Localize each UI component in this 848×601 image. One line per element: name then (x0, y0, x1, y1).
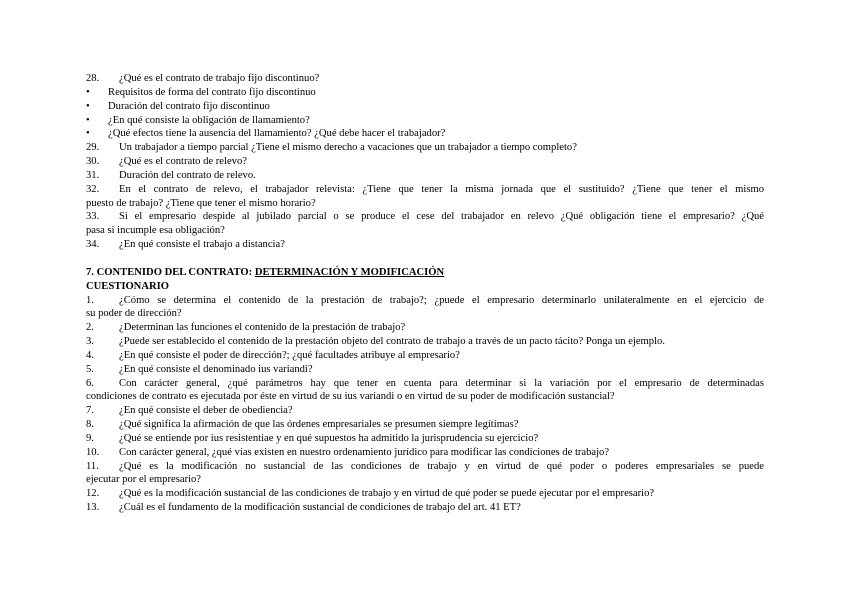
question-line-2: condiciones de contrato es ejecutada por éste en virtud de su ius variandi o en virtud de su poder de modificación sustancial? (86, 391, 615, 403)
question-item (86, 72, 764, 86)
question-line-1 (86, 460, 764, 474)
question-text: ¿En qué consiste el trabajo a distancia? (119, 239, 285, 251)
question-item (86, 335, 764, 349)
question-line-1 (86, 377, 764, 391)
question-list-contracts (86, 72, 764, 252)
question-text: ¿Cómo se determina el contenido de la prestación de trabajo?; ¿puede el empresario determinarlo unilateralmente en el ejercicio de (119, 294, 764, 306)
question-item (86, 349, 764, 363)
question-item (86, 183, 764, 211)
question-number: 4. (86, 349, 94, 361)
question-item (86, 460, 764, 488)
question-item (86, 363, 764, 377)
question-text: ¿Qué es la modificación no sustancial de las condiciones de trabajo y en virtud de qué poder o poderes empresariales se puede (119, 460, 764, 472)
question-text: ¿Determinan las funciones el contenido de la prestación de trabajo? (119, 322, 406, 334)
bullet-text: Requisitos de forma del contrato fijo discontinuo (108, 86, 316, 98)
question-number: 12. (86, 488, 100, 500)
question-line-2: ejecutar por el empresario? (86, 474, 201, 486)
question-item (86, 238, 764, 252)
bullet-marker: • (86, 100, 90, 112)
question-item (86, 432, 764, 446)
question-number: 32. (86, 183, 100, 195)
question-number: 29. (86, 142, 100, 154)
bullet-marker: • (86, 114, 90, 126)
question-number: 5. (86, 363, 94, 375)
bullet-item (86, 86, 764, 100)
question-number: 28. (86, 73, 100, 84)
question-number: 6. (86, 377, 94, 389)
question-item (86, 155, 764, 169)
bullet-marker: • (86, 86, 90, 98)
question-number: 31. (86, 169, 100, 181)
question-number: 10. (86, 446, 100, 458)
section-heading (86, 266, 764, 280)
question-text: ¿En qué consiste el deber de obediencia? (119, 405, 293, 417)
question-text: Con carácter general, ¿qué vías existen en nuestro ordenamiento jurídico para modificar las condiciones de trabajo? (119, 446, 610, 458)
text-column (86, 72, 764, 515)
question-item (86, 487, 764, 501)
bullet-text: Duración del contrato fijo discontinuo (108, 100, 270, 112)
question-number: 7. (86, 405, 94, 417)
question-line-1 (86, 183, 764, 197)
question-text: Con carácter general, ¿qué parámetros hay que tener en cuenta para determinar si la variación por el empresario de determinadas (119, 377, 764, 389)
bullet-marker: • (86, 128, 90, 140)
question-line-2: puesto de trabajo? ¿Tiene que tener el mismo horario? (86, 197, 316, 209)
question-line-1 (86, 294, 764, 308)
question-list-content (86, 294, 764, 516)
question-text: ¿Qué se entiende por ius resistentiae y en qué supuestos ha admitido la jurisprudencia su ejercicio? (119, 432, 539, 444)
question-text: Un trabajador a tiempo parcial ¿Tiene el mismo derecho a vacaciones que un trabajador a tiempo completo? (119, 142, 577, 154)
question-item (86, 210, 764, 238)
question-text: ¿Puede ser establecido el contenido de la prestación objeto del contrato de trabajo a través de un pacto tácito? Ponga un ejemplo. (119, 336, 665, 348)
question-item (86, 501, 764, 515)
question-item (86, 294, 764, 322)
question-number: 11. (86, 460, 99, 472)
question-item (86, 404, 764, 418)
question-item (86, 377, 764, 405)
bullet-item (86, 127, 764, 141)
question-item (86, 321, 764, 335)
question-number: 8. (86, 419, 94, 431)
question-text: ¿Cuál es el fundamento de la modificación sustancial de condiciones de trabajo del art. 41 ET? (119, 502, 521, 514)
question-text: ¿Qué es la modificación sustancial de las condiciones de trabajo y en virtud de qué poder se puede ejecutar por el empresario? (119, 488, 655, 500)
question-item (86, 418, 764, 432)
questionnaire-heading: CUESTIONARIO (86, 280, 170, 292)
question-number: 9. (86, 432, 94, 444)
bullet-text: ¿Qué efectos tiene la ausencia del llamamiento? ¿Qué debe hacer el trabajador? (108, 128, 446, 140)
section-heading-underlined: DETERMINACIÓN Y MODIFICACIÓN (254, 266, 445, 278)
bullet-item (86, 114, 764, 128)
question-item (86, 141, 764, 155)
section-gap (86, 252, 764, 266)
question-number: 33. (86, 211, 100, 223)
question-text: Duración del contrato de relevo. (119, 169, 256, 181)
bullet-item (86, 100, 764, 114)
question-text: Si el empresario despide al jubilado parcial o se produce el cese del trabajador en relevo ¿Qué obligación tiene el empresario? ¿Qué (119, 211, 764, 223)
question-number: 1. (86, 294, 94, 306)
question-text: ¿Qué significa la afirmación de que las órdenes empresariales se presumen siempre legítimas? (119, 419, 519, 431)
question-number: 3. (86, 336, 94, 348)
question-line-2: pasa si incumple esa obligación? (86, 225, 225, 237)
question-line-1 (86, 210, 764, 224)
question-line-2: su poder de dirección? (86, 308, 182, 320)
question-item (86, 446, 764, 460)
question-text: ¿En qué consiste el denominado ius variandi? (119, 363, 313, 375)
question-number: 34. (86, 239, 100, 251)
question-text: ¿En qué consiste el poder de dirección?; ¿qué facultades atribuye al empresario? (119, 349, 460, 361)
question-text: ¿Qué es el contrato de trabajo fijo discontinuo? (119, 73, 320, 84)
question-number: 13. (86, 502, 100, 514)
question-number: 30. (86, 156, 100, 168)
bullet-text: ¿En qué consiste la obligación de llamamiento? (108, 114, 310, 126)
question-item (86, 169, 764, 183)
question-number: 2. (86, 322, 94, 334)
question-text: ¿Qué es el contrato de relevo? (119, 156, 247, 168)
section-heading-prefix: 7. CONTENIDO DEL CONTRATO: (86, 266, 255, 278)
question-text: En el contrato de relevo, el trabajador relevista: ¿Tiene que tener la misma jornada que el sustituido? ¿Tiene que tener el mismo (119, 183, 764, 195)
